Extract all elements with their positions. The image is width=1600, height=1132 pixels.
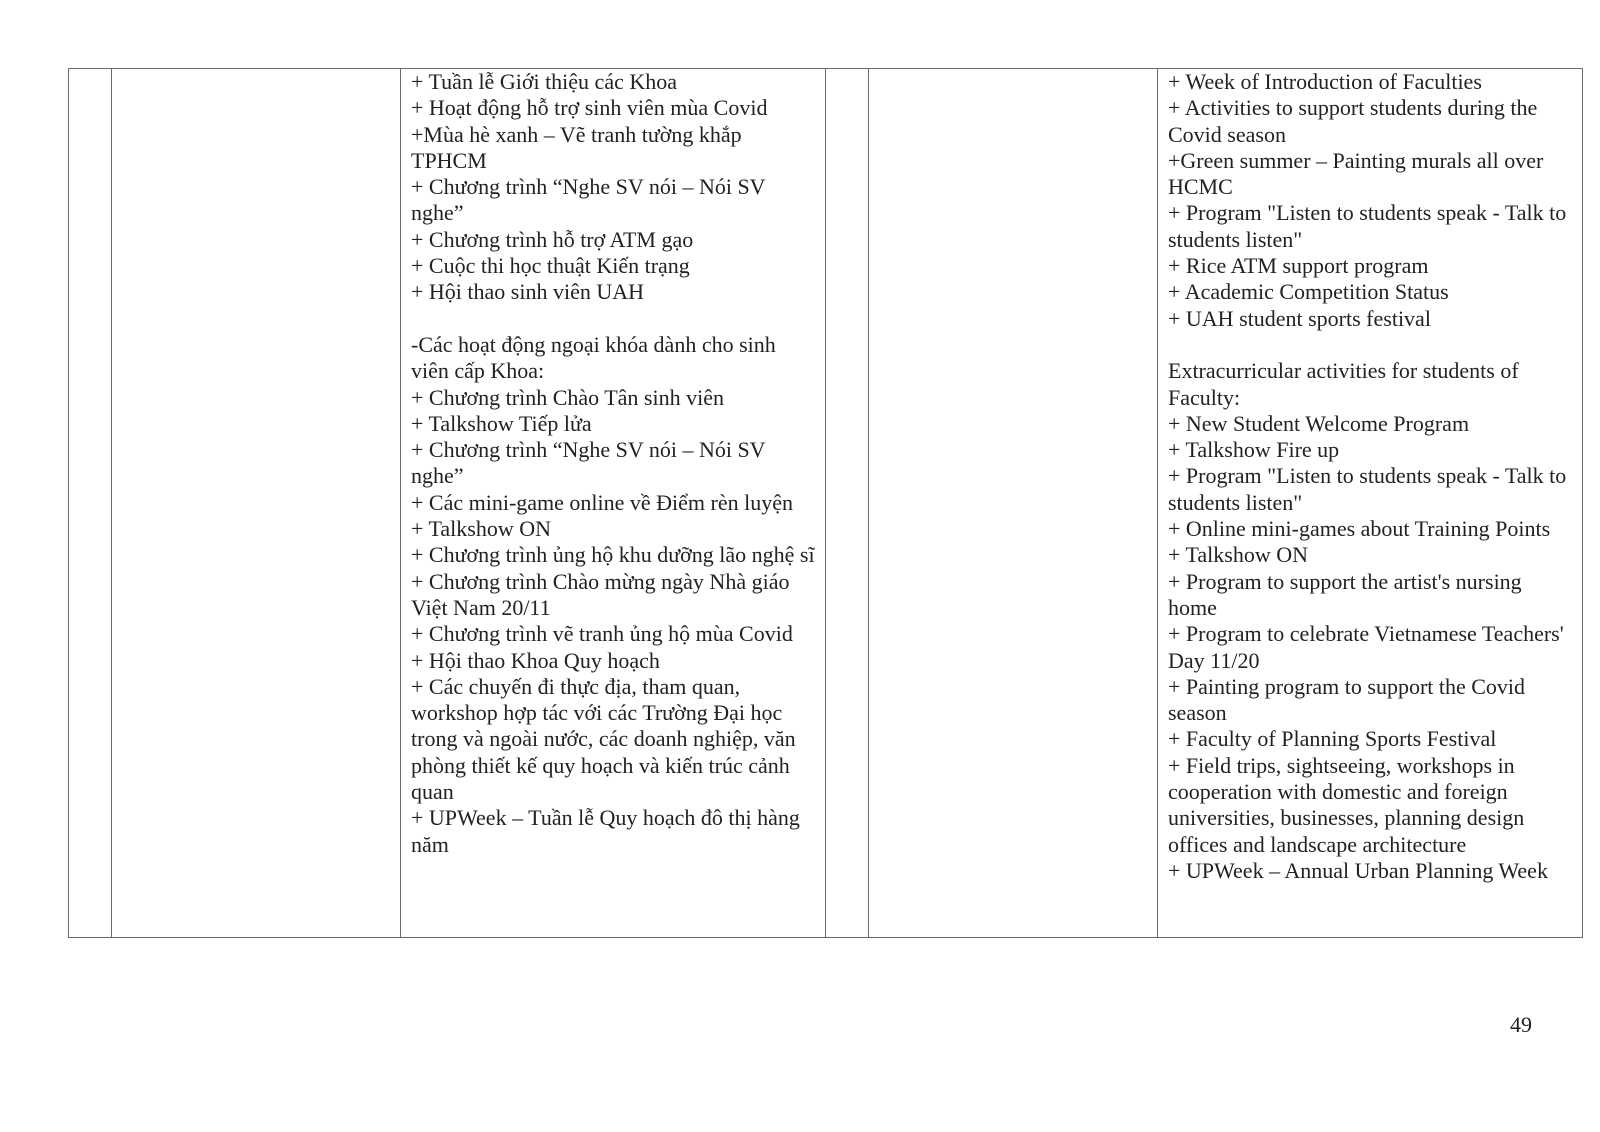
en-line: + Talkshow Fire up [1168,437,1340,463]
vn-line: + Hoạt động hỗ trợ sinh viên mùa Covid [411,95,768,121]
vn-line: + Các mini-game online về Điểm rèn luyện [411,489,794,515]
vn-line: + Chương trình hỗ trợ ATM gạo [411,226,694,252]
en-line: + Program to celebrate Vietnamese Teachers' Day 11/20 [1168,621,1564,673]
en-line: + Academic Competition Status [1168,279,1449,305]
vn-line: + Chương trình Chào mừng ngày Nhà giáo Việt Nam 20/11 [411,568,790,620]
en-line: + Faculty of Planning Sports Festival [1168,726,1497,752]
english-activities-cell [1158,69,1583,938]
vn-line: + UPWeek – Tuần lễ Quy hoạch đô thị hàng năm [411,805,800,857]
en-line: +Green summer – Painting murals all over HCMC [1168,147,1544,200]
en-line: + Program "Listen to students speak - Talk to students listen" [1168,463,1567,515]
vn-line: + Talkshow ON [411,516,552,542]
vn-line: + Chương trình “Nghe SV nói – Nói SV nghe” [411,437,766,489]
en-line: + Painting program to support the Covid season [1168,673,1526,726]
vn-line: -Các hoạt động ngoại khóa dành cho sinh viên cấp Khoa: [411,331,776,384]
vn-line: + Chương trình ủng hộ khu dưỡng lão nghệ sĩ [411,542,815,568]
vn-line: + Chương trình Chào Tân sinh viên [411,384,724,410]
en-line: + Rice ATM support program [1168,253,1429,279]
en-line: + Program to support the artist's nursing home [1168,568,1522,620]
en-line: Extracurricular activities for students of Faculty: [1168,358,1519,410]
spacer [1168,332,1572,358]
en-line: + UPWeek – Annual Urban Planning Week [1168,857,1548,883]
vn-line: +Mùa hè xanh – Vẽ tranh tường khắp TPHCM [411,121,742,173]
en-line: + Program "Listen to students speak - Talk to students listen" [1168,200,1567,252]
vn-line: + Hội thao sinh viên UAH [411,279,644,305]
table-row [69,69,1583,938]
empty-cell [826,69,869,938]
vn-line: + Talkshow Tiếp lửa [411,410,592,436]
vn-line: + Tuần lễ Giới thiệu các Khoa [411,69,677,94]
en-line: + Field trips, sightseeing, workshops in cooperation with domestic and foreign universities, businesses, planning design offices and landscape architecture [1168,752,1525,857]
en-line: + Activities to support students during the Covid season [1168,95,1538,147]
vn-line: + Chương trình “Nghe SV nói – Nói SV nghe” [411,174,766,226]
empty-cell [869,69,1158,938]
page-number: 49 [1510,1012,1532,1037]
vn-line: + Hội thao Khoa Quy hoạch [411,647,660,673]
empty-cell [69,69,112,938]
en-line: + UAH student sports festival [1168,305,1431,331]
vn-line: + Chương trình vẽ tranh ủng hộ mùa Covid [411,621,793,647]
en-line: + Week of Introduction of Faculties [1168,69,1482,94]
empty-cell [112,69,401,938]
vn-line: + Cuộc thi học thuật Kiến trạng [411,253,690,279]
spacer [411,306,815,332]
vn-line: + Các chuyến đi thực địa, tham quan, workshop hợp tác với các Trường Đại học trong và ngoài nước, các doanh nghiệp, văn phòng thiết kế quy hoạch và kiến trúc cảnh quan [411,673,796,805]
en-line: + Talkshow ON [1168,542,1309,568]
en-line: + Online mini-games about Training Points [1168,516,1551,542]
vietnamese-activities-cell [401,69,826,938]
en-line: + New Student Welcome Program [1168,410,1470,436]
activities-table [68,68,1583,938]
